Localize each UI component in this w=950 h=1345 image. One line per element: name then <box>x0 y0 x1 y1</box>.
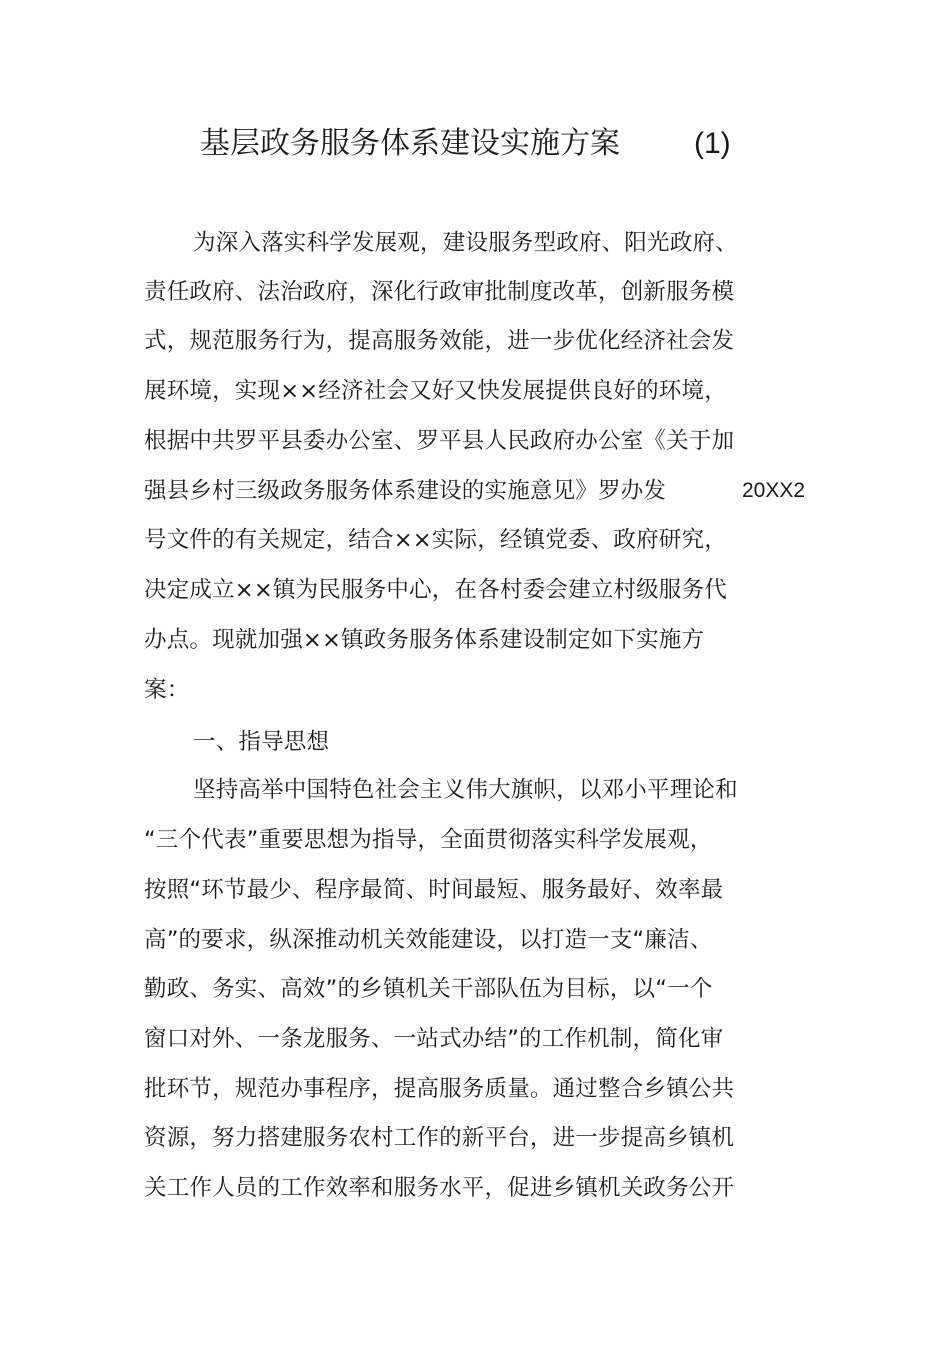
paragraph-line: 案： <box>144 677 190 703</box>
paragraph-line: 资源，努力搭建服务农村工作的新平台，进一步提高乡镇机 <box>144 1125 735 1151</box>
title-suffix: (1) <box>694 127 731 160</box>
paragraph-line: “三个代表”重要思想为指导，全面贯彻落实科学发展观， <box>144 827 713 853</box>
paragraph-line: 批环节，规范办事程序，提高服务质量。通过整合乡镇公共 <box>144 1076 735 1102</box>
paragraph-line: 坚持高举中国特色社会主义伟大旗帜，以邓小平理论和 <box>193 777 738 803</box>
section-heading: 一、指导思想 <box>193 729 330 755</box>
paragraph-line: 办点。现就加强××镇政务服务体系建设制定如下实施方 <box>144 627 705 653</box>
document-number: 20XX2 <box>742 479 806 502</box>
paragraph-line: 责任政府、法治政府，深化行政审批制度改革，创新服务模 <box>144 279 735 305</box>
paragraph-line: 号文件的有关规定，结合××实际，经镇党委、政府研究， <box>144 527 727 553</box>
paragraph-line: 强县乡村三级政务服务体系建设的实施意见》罗办发 <box>144 478 667 504</box>
paragraph-line: 高”的要求，纵深推动机关效能建设，以打造一支“廉洁、 <box>144 927 713 953</box>
paragraph-line: 窗口对外、一条龙服务、一站式办结”的工作机制，简化审 <box>144 1026 724 1052</box>
paragraph-line: 根据中共罗平县委办公室、罗平县人民政府办公室《关于加 <box>144 428 735 454</box>
paragraph-line: 为深入落实科学发展观，建设服务型政府、阳光政府、 <box>193 230 738 256</box>
title-text: 基层政务服务体系建设实施方案 <box>200 126 620 161</box>
paragraph-line: 式，规范服务行为，提高服务效能，进一步优化经济社会发 <box>144 328 735 354</box>
paragraph-line: 关工作人员的工作效率和服务水平，促进乡镇机关政务公开 <box>144 1175 735 1201</box>
paragraph-line: 展环境，实现××经济社会又好又快发展提供良好的环境， <box>144 378 727 404</box>
paragraph-line: 决定成立××镇为民服务中心，在各村委会建立村级服务代 <box>144 577 727 603</box>
paragraph-line: 按照“环节最少、程序最简、时间最短、服务最好、效率最 <box>144 877 724 903</box>
paragraph-line: 勤政、务实、高效”的乡镇机关干部队伍为目标，以“一个 <box>144 976 713 1002</box>
